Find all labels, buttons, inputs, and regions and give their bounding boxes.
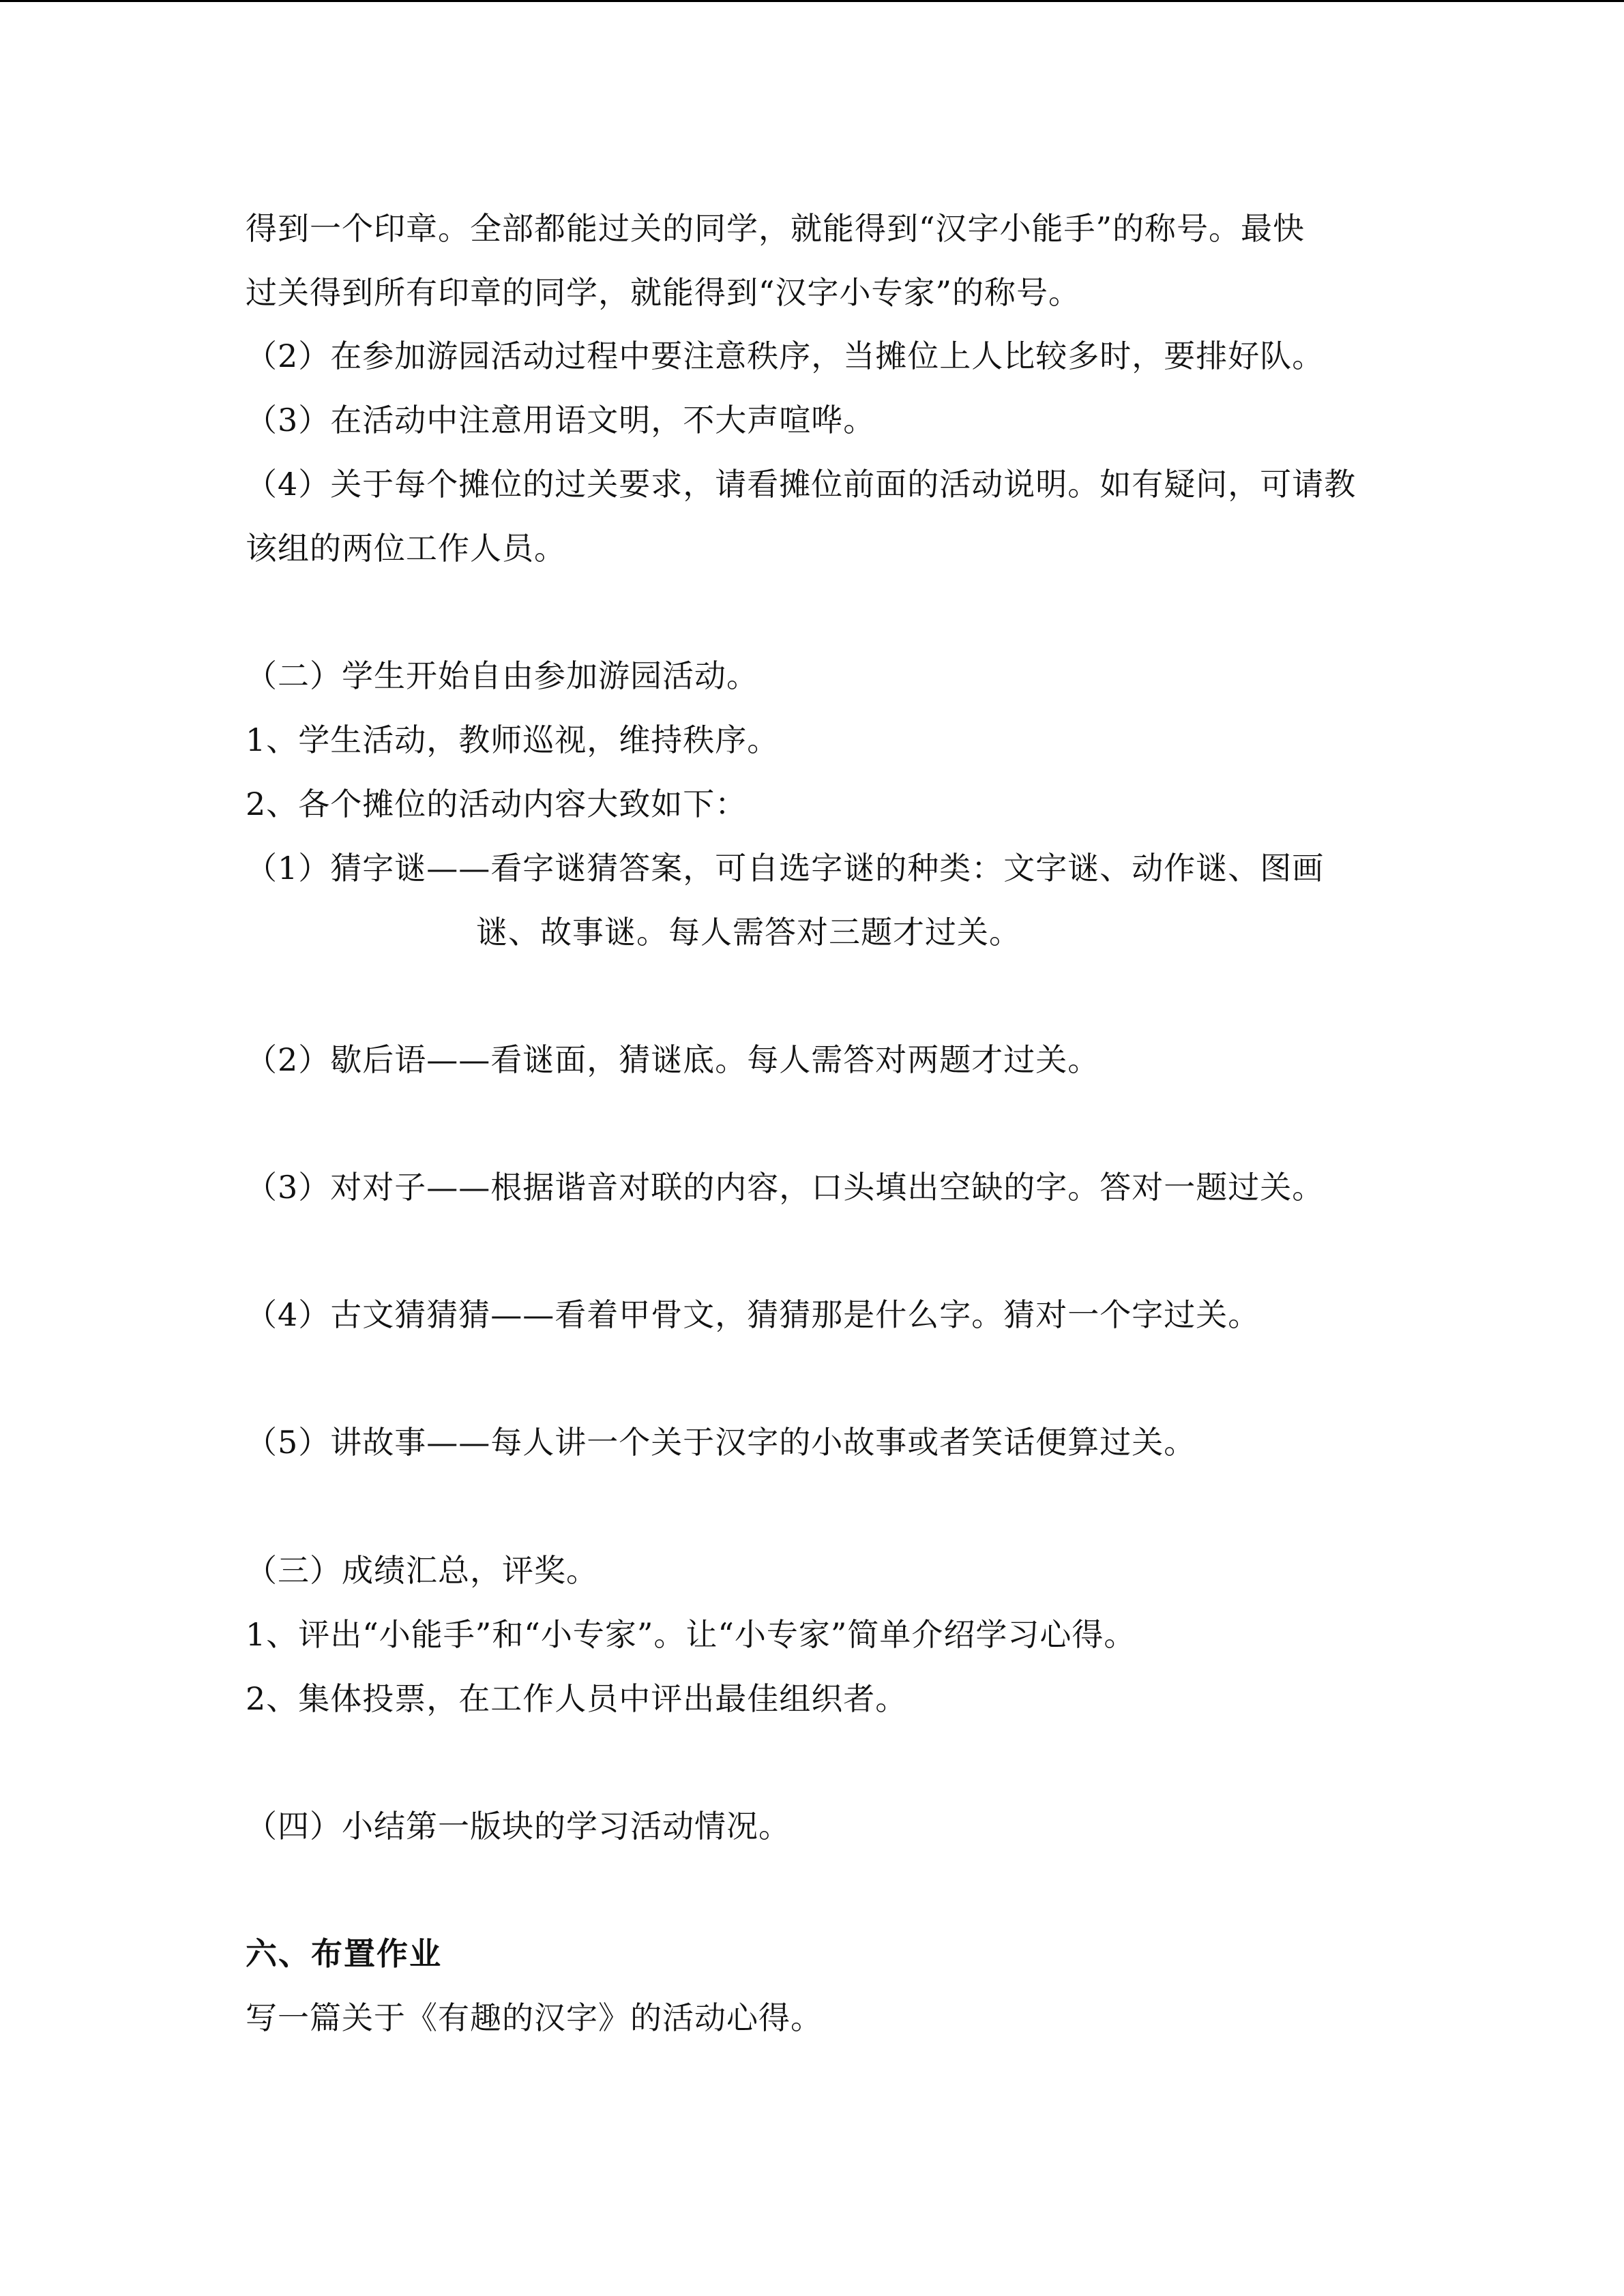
homework-text: 写一篇关于《有趣的汉字》的活动心得。 xyxy=(246,1999,823,2036)
booth-item-riddle: （1）猜字谜——看字谜猜答案，可自选字谜的种类：文字谜、动作谜、图画 xyxy=(246,850,1325,886)
list-item-rule-4: （4）关于每个摊位的过关要求，请看摊位前面的活动说明。如有疑问，可请教 xyxy=(246,466,1357,503)
section-heading: （三）成绩汇总，评奖。 xyxy=(246,1552,598,1589)
page-top-border xyxy=(0,0,1624,2)
paragraph-line: 该组的两位工作人员。 xyxy=(246,530,566,567)
list-item-rule-2: （2）在参加游园活动过程中要注意秩序，当摊位上人比较多时，要排好队。 xyxy=(246,338,1325,374)
list-item-rule-3: （3）在活动中注意用语文明，不大声喧哗。 xyxy=(246,402,876,438)
booth-item-oracle-bone: （4）古文猜猜猜——看着甲骨文，猜猜那是什么字。猜对一个字过关。 xyxy=(246,1296,1260,1333)
list-item: 1、学生活动，教师巡视，维持秩序。 xyxy=(246,721,780,758)
section-heading: （四）小结第一版块的学习活动情况。 xyxy=(246,1808,791,1845)
booth-item-storytelling: （5）讲故事——每人讲一个关于汉字的小故事或者笑话便算过关。 xyxy=(246,1424,1196,1461)
booth-item-xiehouyu: （2）歇后语——看谜面，猜谜底。每人需答对两题才过关。 xyxy=(246,1041,1100,1078)
paragraph-line: 过关得到所有印章的同学，就能得到“汉字小专家”的称号。 xyxy=(246,274,1081,311)
paragraph-line: 得到一个印章。全部都能过关的同学，就能得到“汉字小能手”的称号。最快 xyxy=(246,210,1305,247)
booth-item-couplet: （3）对对子——根据谐音对联的内容，口头填出空缺的字。答对一题过关。 xyxy=(246,1169,1325,1206)
list-item: 2、集体投票，在工作人员中评出最佳组织者。 xyxy=(246,1680,908,1717)
homework-heading: 六、布置作业 xyxy=(246,1935,442,1972)
list-item: 2、各个摊位的活动内容大致如下： xyxy=(246,786,748,822)
booth-item-riddle-continued: 谜、故事谜。每人需答对三题才过关。 xyxy=(476,914,1021,951)
list-item: 1、评出“小能手”和“小专家”。让“小专家”简单介绍学习心得。 xyxy=(246,1616,1136,1653)
section-heading: （二）学生开始自由参加游园活动。 xyxy=(246,657,758,694)
